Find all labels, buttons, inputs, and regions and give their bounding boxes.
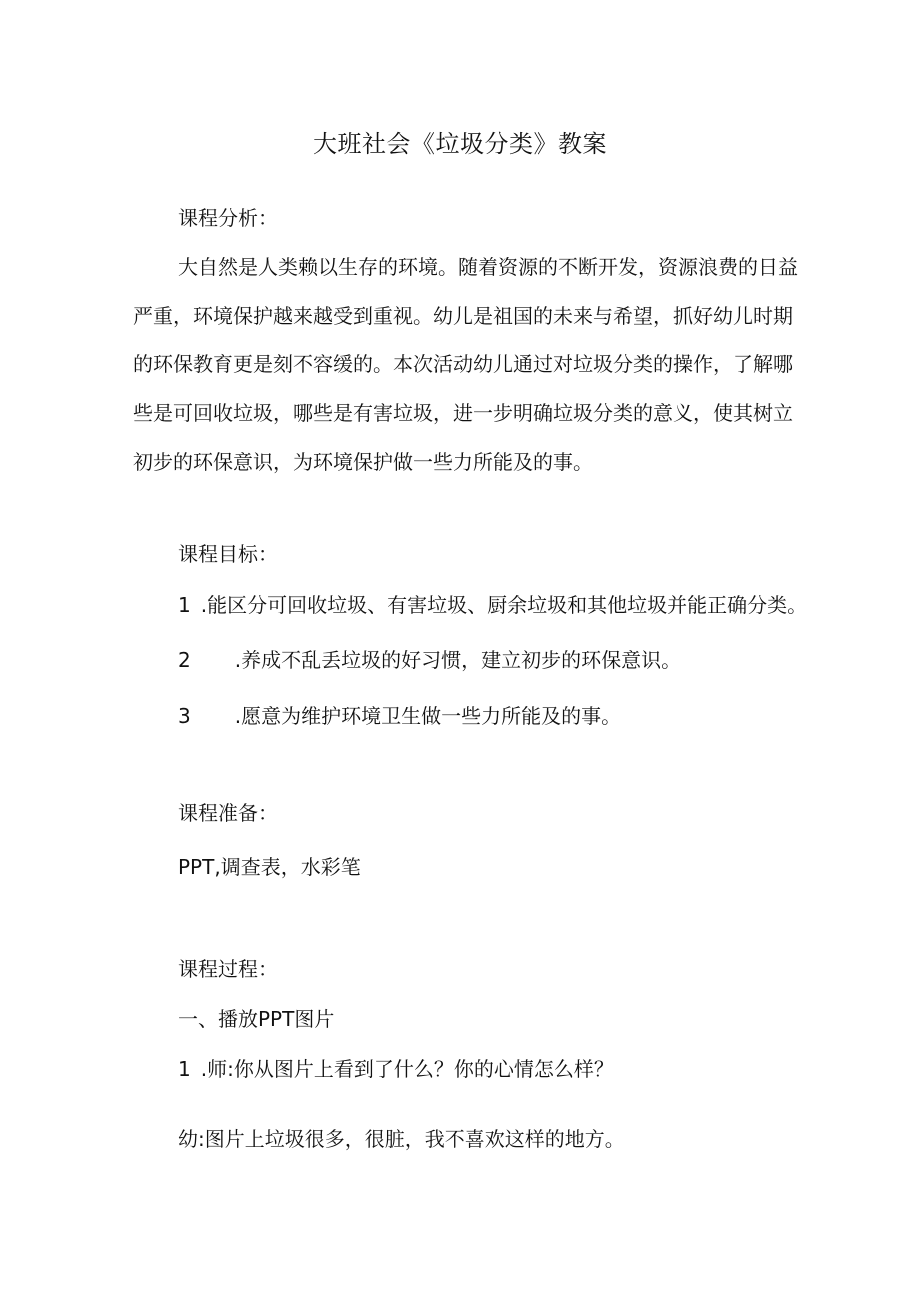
goal-item-1 (178, 589, 807, 621)
process-heading: 课程过程： (178, 957, 278, 981)
analysis-line-1: 大自然是人类赖以生存的环境。随着资源的不断开发，资源浪费的日益 (178, 255, 798, 279)
analysis-line-3: 的环保教育更是刻不容缓的。本次活动幼儿通过对垃圾分类的操作，了解哪 (133, 352, 793, 376)
goal-item-3-number: 3 (178, 704, 191, 728)
goal-item-2 (178, 644, 681, 676)
prep-text: PPT,调查表，水彩笔 (178, 855, 361, 879)
goal-item-2-text: .养成不乱丢垃圾的好习惯，建立初步的环保意识。 (234, 648, 682, 672)
goal-item-2-number: 2 (178, 648, 191, 672)
document-title: 大班社会《垃圾分类》教案 (313, 130, 607, 158)
goals-heading: 课程目标： (178, 542, 278, 566)
process-question-1-number: 1 (178, 1057, 191, 1081)
prep-heading: 课程准备： (178, 801, 278, 825)
process-question-1-text: .师:你从图片上看到了什么？你的心情怎么样？ (200, 1057, 614, 1081)
process-answer-1: 幼:图片上垃圾很多，很脏，我不喜欢这样的地方。 (178, 1127, 625, 1151)
analysis-line-4: 些是可回收垃圾，哪些是有害垃圾，进一步明确垃圾分类的意义，使其树立 (133, 401, 793, 425)
analysis-heading: 课程分析： (178, 206, 278, 230)
process-step-1: 一、播放PPT图片 (178, 1007, 335, 1031)
goal-item-1-text: .能区分可回收垃圾、有害垃圾、厨余垃圾和其他垃圾并能正确分类。 (200, 593, 808, 617)
goal-item-3 (178, 700, 621, 732)
goal-item-3-text: .愿意为维护环境卫生做一些力所能及的事。 (234, 704, 622, 728)
analysis-line-2: 严重，环境保护越来越受到重视。幼儿是祖国的未来与希望，抓好幼儿时期 (133, 304, 793, 328)
process-question-1 (178, 1053, 614, 1085)
goal-item-1-number: 1 (178, 593, 191, 617)
analysis-line-5: 初步的环保意识，为环境保护做一些力所能及的事。 (133, 450, 593, 474)
